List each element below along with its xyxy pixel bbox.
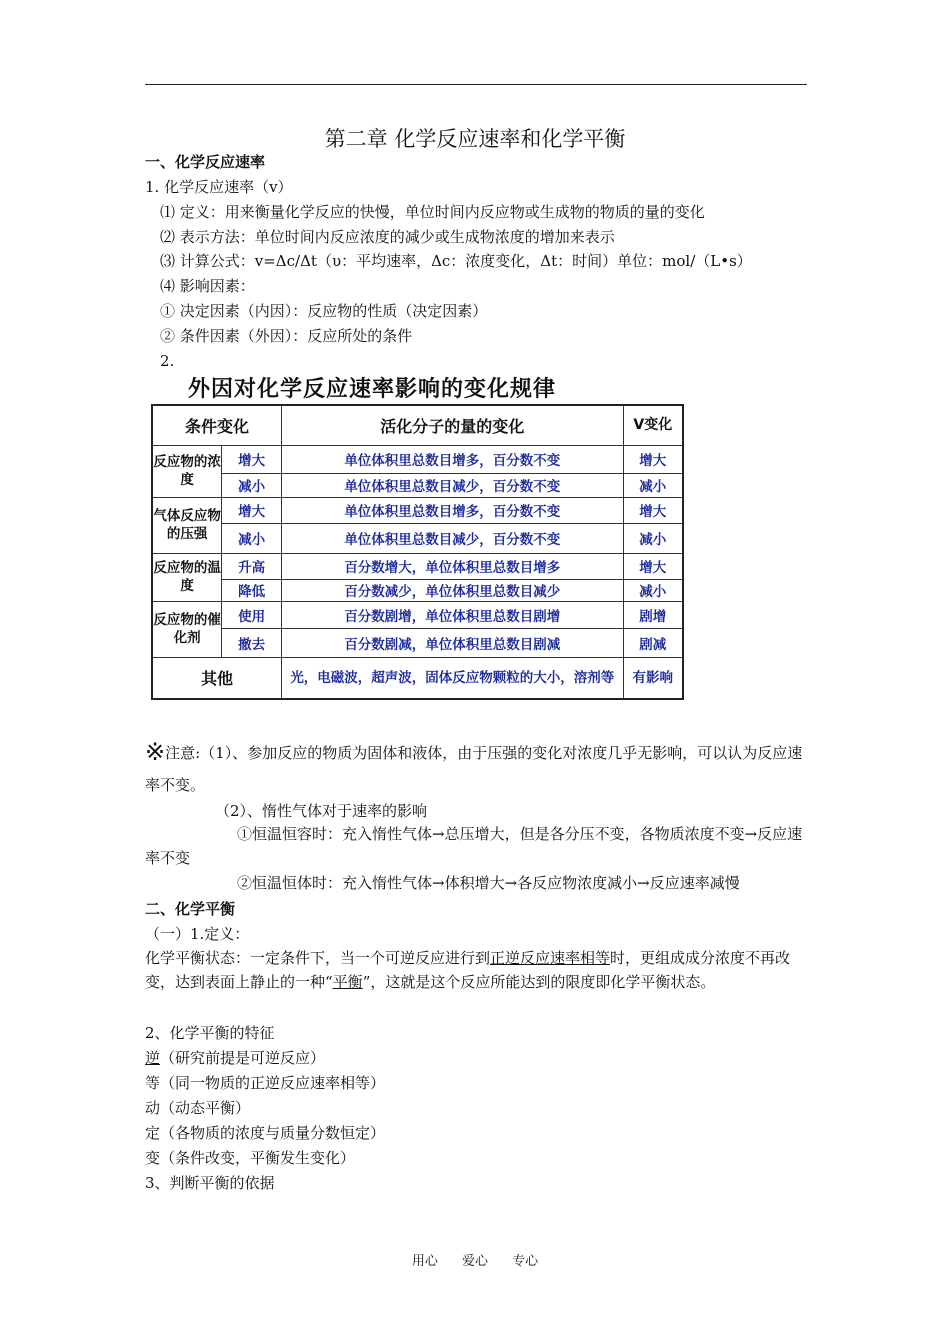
effect-cell: 单位体积里总数目增多，百分数不变 (282, 497, 624, 523)
effect-cell: 单位体积里总数目减少，百分数不变 (282, 473, 624, 497)
change-cell: 撤去 (222, 628, 282, 657)
v-cell: 减小 (623, 473, 683, 497)
feature-1-keyword: 逆 (145, 1049, 161, 1067)
change-cell: 降低 (222, 579, 282, 601)
footer-word: 专心 (512, 1254, 539, 1269)
footer-word: 用心 (411, 1254, 438, 1269)
definition-underline-1: 正逆反应速率相等 (490, 949, 611, 967)
change-cell: 减小 (222, 473, 282, 497)
effect-cell: 光，电磁波，超声波，固体反应物颗粒的大小，溶剂等 (282, 657, 624, 699)
header-molecules: 活化分子的量的变化 (282, 405, 624, 445)
effect-cell: 单位体积里总数目增多，百分数不变 (282, 445, 624, 473)
note-text-3: ①恒温恒容时：充入惰性气体→总压增大，但是各分压不变，各物质浓度不变→反应速率不变 (145, 825, 803, 867)
change-cell: 升高 (222, 553, 282, 579)
note-paragraph-1 (145, 736, 810, 801)
v-cell: 剧减 (623, 628, 683, 657)
note-text-2: （2）、惰性气体对于速率的影响 (215, 802, 428, 820)
category-pressure: 气体反应物的压强 (152, 497, 222, 553)
sub1: （一）1.定义： (145, 925, 250, 943)
representation: ⑵ 表示方法：单位时间内反应浓度的减少或生成物浓度的增加来表示 (160, 228, 615, 246)
factors: ⑷ 影响因素： (160, 277, 255, 295)
definition-part-a: 化学平衡状态：一定条件下，当一个可逆反应进行到 (145, 949, 491, 967)
table-title: 外因对化学反应速率影响的变化规律 (188, 377, 557, 402)
definition-part-b: 时，更组成成分浓度不再改变，达到表面上静止的一种“ (145, 949, 791, 991)
features-heading: 2、化学平衡的特征 (145, 1024, 275, 1042)
factor1: ① 决定因素（内因）：反应物的性质（决定因素） (160, 302, 488, 320)
section1-heading: 一、化学反应速率 (145, 153, 266, 171)
feature-1-text: （研究前提是可逆反应） (160, 1049, 326, 1067)
note-text-1: 注意:（1）、参加反应的物质为固体和液体，由于压强的变化对浓度几乎无影响，可以认为反应速率不变。 (145, 744, 803, 794)
feature-3: 动（动态平衡） (145, 1099, 251, 1117)
category-catalyst: 反应物的催化剂 (152, 601, 222, 657)
footer-word: 爱心 (461, 1254, 488, 1269)
category-temperature: 反应物的温度 (152, 553, 222, 601)
change-cell: 增大 (222, 445, 282, 473)
header-rule (145, 84, 807, 85)
formula: ⑶ 计算公式：v=Δc/Δt（υ：平均速率，Δc：浓度变化，Δt：时间）单位：mol/（L•s） (160, 252, 752, 270)
chapter-title: 第二章 化学反应速率和化学平衡 (324, 127, 626, 151)
change-cell: 减小 (222, 523, 282, 553)
feature-4: 定（各物质的浓度与质量分数恒定） (145, 1124, 386, 1142)
page-footer (0, 1250, 950, 1269)
v-cell: 有影响 (623, 657, 683, 699)
item2: 2. (160, 352, 175, 370)
item1: 1. 化学反应速率（v） (145, 178, 293, 196)
v-cell: 增大 (623, 445, 683, 473)
feature-5: 变（条件改变，平衡发生变化） (145, 1149, 356, 1167)
effect-cell: 百分数减少，单位体积里总数目减少 (282, 579, 624, 601)
v-cell: 剧增 (623, 601, 683, 628)
judge-heading: 3、判断平衡的依据 (145, 1174, 275, 1192)
header-v: V变化 (623, 405, 683, 445)
change-cell: 增大 (222, 497, 282, 523)
feature-2: 等（同一物质的正逆反应速率相等） (145, 1074, 386, 1092)
rules-table (151, 404, 684, 700)
reference-mark-icon: ※ (145, 738, 166, 766)
v-cell: 增大 (623, 553, 683, 579)
v-cell: 减小 (623, 523, 683, 553)
feature-1 (145, 1046, 325, 1070)
category-other: 其他 (152, 657, 282, 699)
header-condition: 条件变化 (152, 405, 282, 445)
effect-cell: 百分数剧减，单位体积里总数目剧减 (282, 628, 624, 657)
effect-cell: 百分数剧增，单位体积里总数目剧增 (282, 601, 624, 628)
definition: ⑴ 定义：用来衡量化学反应的快慢，单位时间内反应物或生成物的物质的量的变化 (160, 203, 705, 221)
category-concentration: 反应物的浓度 (152, 445, 222, 497)
definition-part-c: ”，这就是这个反应所能达到的限度即化学平衡状态。 (362, 973, 716, 991)
effect-cell: 单位体积里总数目减少，百分数不变 (282, 523, 624, 553)
factor2: ② 条件因素（外因）：反应所处的条件 (160, 327, 413, 345)
section2-heading: 二、化学平衡 (145, 900, 236, 918)
v-cell: 减小 (623, 579, 683, 601)
equilibrium-definition (145, 946, 810, 994)
change-cell: 使用 (222, 601, 282, 628)
effect-cell: 百分数增大，单位体积里总数目增多 (282, 553, 624, 579)
v-cell: 增大 (623, 497, 683, 523)
note-text-4: ②恒温恒体时：充入惰性气体→体积增大→各反应物浓度减小→反应速率减慢 (237, 874, 740, 892)
definition-underline-2: 平衡 (332, 973, 363, 991)
